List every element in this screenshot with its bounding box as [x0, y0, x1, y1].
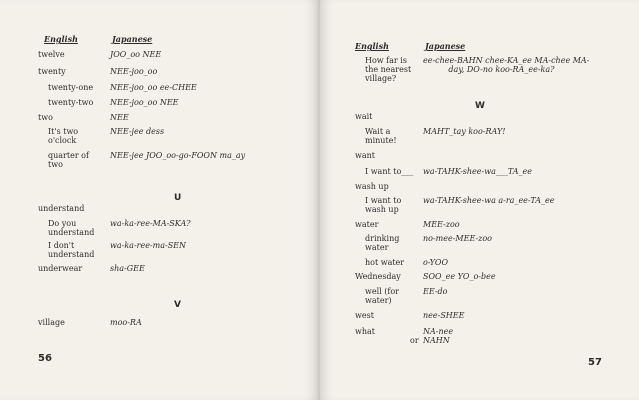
entry-english: twelve — [38, 50, 65, 59]
entry-japanese: SOO_ee YO_o-bee — [423, 272, 496, 281]
entry-japanese: MAHT_tay koo-RAY! — [423, 127, 506, 136]
header-english: English — [355, 41, 389, 51]
left-page — [0, 0, 318, 400]
entry-english: wash up — [355, 182, 389, 191]
entry-japanese: NEE-joo_oo ee-CHEE — [110, 83, 197, 92]
entry-japanese: NEE — [110, 113, 129, 122]
right-page — [320, 0, 639, 400]
section-letter-u: U — [174, 193, 182, 203]
header-english: English — [44, 34, 78, 44]
header-japanese: Japanese — [112, 34, 153, 44]
entry-english: Do you understand — [48, 219, 95, 237]
entry-english: what — [355, 327, 375, 336]
entry-english: two — [38, 113, 53, 122]
entry-english: I want to wash up — [365, 196, 402, 214]
entry-japanese: o-YOO — [423, 258, 449, 267]
entry-english: Wednesday — [355, 272, 401, 281]
entry-english: It's two o'clock — [48, 127, 79, 145]
entry-english: west — [355, 311, 374, 320]
entry-english: well (for water) — [365, 287, 399, 305]
or-label: or — [410, 336, 419, 345]
entry-english: want — [355, 151, 375, 160]
entry-english: drinking water — [365, 234, 400, 252]
entry-english: village — [38, 318, 65, 327]
page-number-right: 57 — [588, 357, 602, 368]
entry-english: hot water — [365, 258, 405, 267]
entry-english: water — [355, 220, 379, 229]
entry-japanese: wa-ka-ree-MA-SKA? — [110, 219, 191, 228]
entry-japanese: no-mee-MEE-zoo — [423, 234, 492, 243]
entry-japanese: sha-GEE — [110, 264, 145, 273]
entry-japanese: NAHN — [423, 336, 450, 345]
entry-english: underwear — [38, 264, 83, 273]
entry-japanese: moo-RA — [110, 318, 142, 327]
entry-japanese: EE-do — [423, 287, 448, 296]
entry-japanese: nee-SHEE — [423, 311, 465, 320]
entry-english: Wait a minute! — [365, 127, 397, 145]
page-number-left: 56 — [38, 353, 52, 364]
header-japanese: Japanese — [425, 41, 466, 51]
section-letter-v: V — [174, 300, 181, 310]
entry-japanese: JOO_oo NEE — [110, 50, 162, 59]
entry-japanese: ee-chee-BAHN chee-KA_ee MA-chee MA- day, DO-no koo-RA_ee-ka? — [423, 56, 590, 74]
entry-japanese: wa-TAHK-shee-wa___TA_ee — [423, 167, 532, 176]
section-letter-w: W — [475, 101, 485, 111]
entry-english: understand — [38, 204, 85, 213]
entry-english: twenty-two — [48, 98, 94, 107]
entry-japanese: wa-ka-ree-ma-SEN — [110, 241, 187, 250]
entry-japanese: NEE-joo_oo — [110, 67, 158, 76]
entry-english: I don't understand — [48, 241, 95, 259]
entry-english: How far is the nearest village? — [365, 56, 412, 83]
entry-english: twenty-one — [48, 83, 94, 92]
entry-japanese: NEE-jee dess — [110, 127, 165, 136]
entry-japanese: wa-TAHK-shee-wa a-ra_ee-TA_ee — [423, 196, 555, 205]
entry-japanese: MEE-zoo — [423, 220, 460, 229]
entry-english: I want to___ — [365, 167, 414, 176]
entry-english: wait — [355, 112, 373, 121]
entry-japanese: NEE-joo_oo NEE — [110, 98, 179, 107]
entry-japanese: NA-nee — [423, 327, 454, 336]
entry-japanese: NEE-jee JOO_oo-go-FOON ma_ay — [110, 151, 246, 160]
entry-english: quarter of two — [48, 151, 89, 169]
entry-english: twenty — [38, 67, 66, 76]
